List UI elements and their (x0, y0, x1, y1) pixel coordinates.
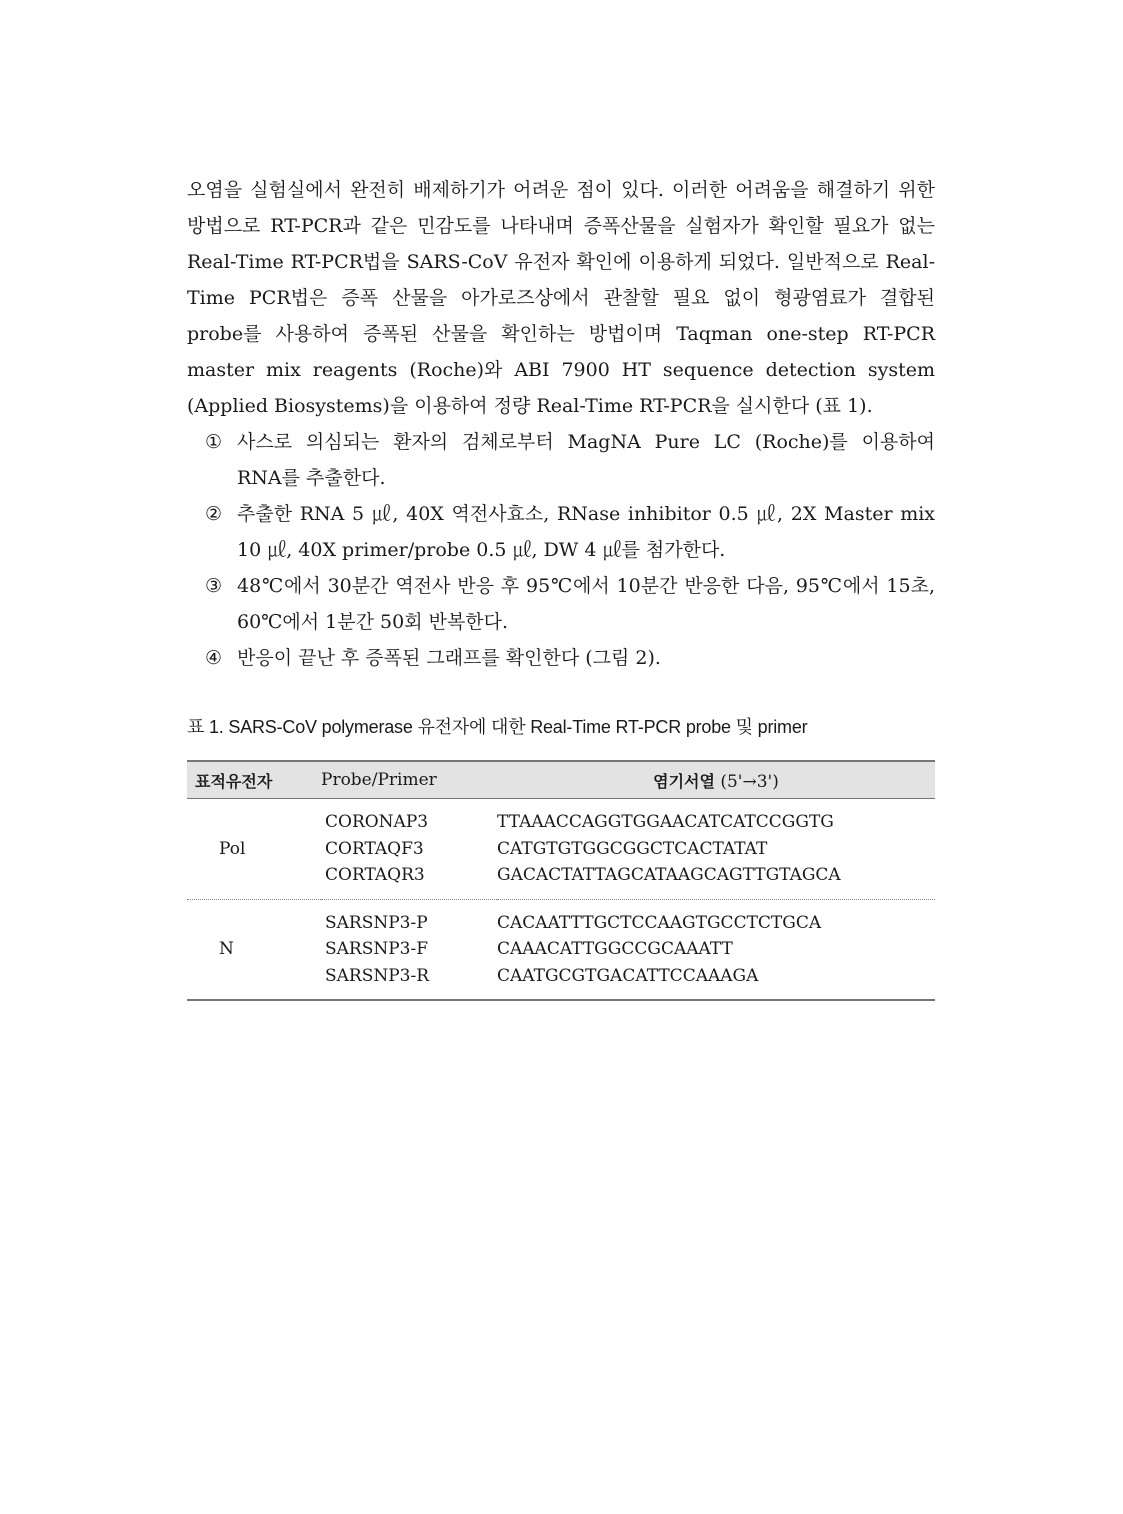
document-page (187, 172, 935, 1001)
step-number: ① (205, 431, 223, 453)
sequence-value: CAATGCGTGACATTCCAAAGA (497, 965, 759, 986)
header-probe-primer: Probe/Primer (321, 761, 497, 799)
header-sequence (497, 761, 935, 799)
table-row (187, 799, 935, 900)
primer-table (187, 760, 935, 1001)
table-row (187, 899, 935, 1000)
sequence-cell (497, 799, 935, 900)
probe-name: CORTAQF3 (325, 838, 424, 859)
procedure-step (187, 496, 935, 568)
probe-name: CORONAP3 (325, 812, 429, 832)
header-sequence-title: 염기서열 (653, 771, 715, 791)
probe-cell (321, 899, 497, 1000)
sequence-value: CACAATTTGCTCCAAGTGCCTCTGCA (497, 912, 822, 933)
step-text: 반응이 끝난 후 증폭된 그래프를 확인한다 (그림 2). (237, 647, 661, 669)
step-text: 사스로 의심되는 환자의 검체로부터 MagNA Pure LC (Roche)를 이용하여 RNA를 추출한다. (237, 431, 935, 489)
probe-cell (321, 799, 497, 900)
step-number: ③ (205, 575, 223, 597)
sequence-value: TTAAACCAGGTGGAACATCATCCGGTG (497, 812, 834, 832)
step-number: ④ (205, 647, 223, 669)
sequence-cell (497, 899, 935, 1000)
gene-cell: N (187, 899, 321, 1000)
table-header-row (187, 761, 935, 799)
probe-name: SARSNP3-F (325, 939, 429, 959)
procedure-step (187, 424, 935, 496)
step-text: 48℃에서 30분간 역전사 반응 후 95℃에서 10분간 반응한 다음, 95℃에서 15초, 60℃에서 1분간 50회 반복한다. (237, 575, 935, 633)
header-sequence-unit: (5'→3') (720, 771, 779, 792)
sequence-value: CATGTGTGGCGGCTCACTATAT (497, 838, 768, 859)
probe-name: SARSNP3-P (325, 912, 428, 933)
table-caption: 표 1. SARS-CoV polymerase 유전자에 대한 Real-Time RT-PCR probe 및 primer (187, 717, 808, 737)
gene-cell: Pol (187, 799, 321, 900)
procedure-step (187, 568, 935, 640)
step-text: 추출한 RNA 5 ㎕, 40X 역전사효소, RNase inhibitor 0.5 ㎕, 2X Master mix 10 ㎕, 40X primer/probe 0.5 ㎕, DW 4 ㎕를 첨가한다. (237, 503, 935, 561)
probe-name: SARSNP3-R (325, 965, 430, 986)
header-target-gene: 표적유전자 (187, 761, 321, 799)
probe-name: CORTAQR3 (325, 865, 425, 885)
procedure-steps (187, 424, 935, 676)
sequence-value: GACACTATTAGCATAAGCAGTTGTAGCA (497, 865, 841, 885)
step-number: ② (205, 503, 223, 525)
body-paragraph: 오염을 실험실에서 완전히 배제하기가 어려운 점이 있다. 이러한 어려움을 해결하기 위한 방법으로 RT-PCR과 같은 민감도를 나타내며 증폭산물을 실험자가 확인할 필요가 없는 Real-Time RT-PCR법을 SARS-CoV 유전자 확인에 이용하게 되었다. 일반적으로 Real-Time PCR법은 증폭 산물을 아가로즈상에서 관찰할 필요 없이 형광염료가 결합된 probe를 사용하여 증폭된 산물을 확인하는 방법이며 Taqman one-step RT-PCR master mix reagents (Roche)와 ABI 7900 HT sequence detection system (Applied Biosystems)을 이용하여 정량 Real-Time RT-PCR을 실시한다 (표 1). (187, 179, 935, 417)
sequence-value: CAAACATTGGCCGCAAATT (497, 939, 733, 959)
procedure-step (187, 640, 935, 676)
